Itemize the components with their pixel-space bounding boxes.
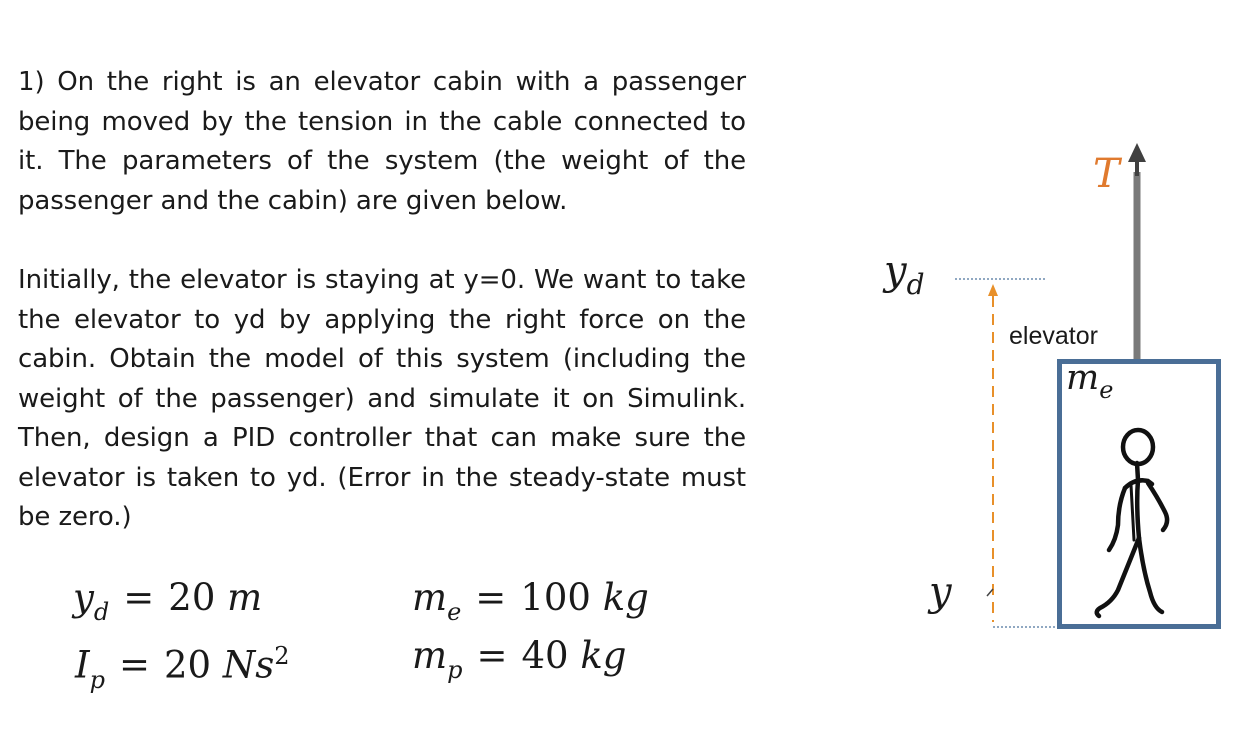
problem-paragraph-2: Initially, the elevator is staying at y=0. We want to take the elevator to yd by applying the right force on the cabin. Obtain the model of this system (including the weight of the passenger) and simulate it on Simulink. Then, design a PID controller that can make sure the elevator is taken to yd. (Error in the steady-state must be zero.) (18, 265, 746, 532)
equation-me: $m_e = 100$ kg (412, 576, 649, 627)
yd-label: $y_d$ (884, 248, 925, 301)
passenger-stick-figure (1097, 430, 1167, 616)
elevator-label: elevator (1009, 322, 1098, 350)
equation-ip: $I_p = 20$ Ns$^2$ (75, 642, 290, 694)
y-label: y (929, 569, 952, 615)
tension-label: T (1093, 151, 1120, 197)
mass-label: $m_e$ (1066, 358, 1114, 404)
displacement-arrowhead (988, 284, 998, 296)
tension-arrowhead (1128, 143, 1146, 162)
equation-mp: $m_p = 40$ kg (412, 634, 627, 685)
equation-yd: $y_d = 20$ m (73, 576, 263, 627)
problem-paragraph-1: 1) On the right is an elevator cabin with a passenger being moved by the tension in the cable connected to it. The parameters of the system (the weight of the passenger and the cabin) are given below. (18, 67, 746, 216)
